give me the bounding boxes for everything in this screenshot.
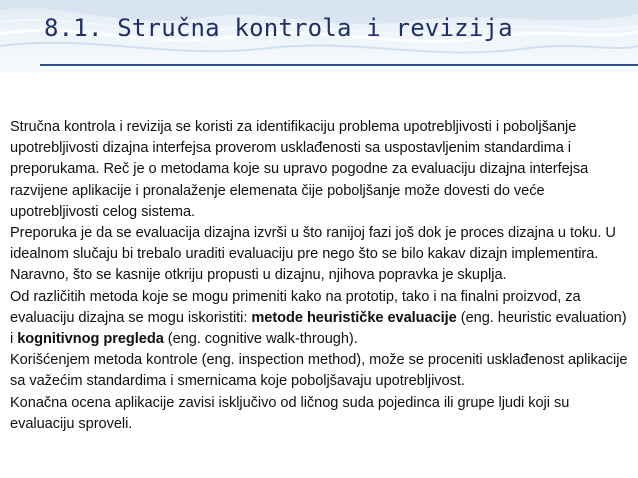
paragraph-recommendation: Preporuka je da se evaluacija dizajna izvrši u što ranijoj fazi još dok je proces dizajna u toku. U idealnom slučaju bi trebalo uraditi evaluaciju pre nego što se bilo kakav dizajn implementira. Naravno, što se kasnije otkriju propusti u dizajnu, njihova popravka je skuplja. — [10, 225, 616, 284]
paragraph-methods — [10, 287, 630, 351]
slide-body — [10, 117, 630, 435]
methods-cognitive-bold: kognitivnog pregleda — [17, 331, 164, 348]
methods-text-c: (eng. cognitive walk-through). — [163, 331, 358, 348]
slide-title: 8.1. Stručna kontrola i revizija — [44, 14, 513, 42]
methods-heuristic-bold: metode heurističke evaluacije — [251, 309, 457, 326]
methods-text-a: Od različitih metoda koje se mogu primeniti kako na prototip, tako i na finalni proizvod, za evaluaciju dizajna se mogu iskoristiti: — [10, 288, 581, 326]
title-divider — [40, 64, 638, 66]
methods-text-b: (eng. heuristic evaluation) i — [10, 309, 627, 348]
paragraph-conclusion: Konačna ocena aplikacije zavisi isključivo od ličnog suda pojedinca ili grupe ljudi koji su evaluaciju sproveli. — [10, 394, 570, 432]
paragraph-intro: Stručna kontrola i revizija se koristi za identifikaciju problema upotrebljivosti i poboljšanje upotrebljivosti dizajna interfejsa proverom usklađenosti sa uspostavljenim standardima i preporukama. Reč je o metodama koje su upravo pogodne za evaluaciju dizajna interfejsa razvijene aplikacije i pronalaženje elemenata čije poboljšanje može dovesti do veće upotrebljivosti celog sistema. — [10, 119, 589, 220]
paragraph-inspection: Korišćenjem metoda kontrole (eng. inspection method), može se proceniti usklađenost aplikacije sa važećim standardima i smernicama koje poboljšavaju upotrebljivost. — [10, 352, 628, 390]
